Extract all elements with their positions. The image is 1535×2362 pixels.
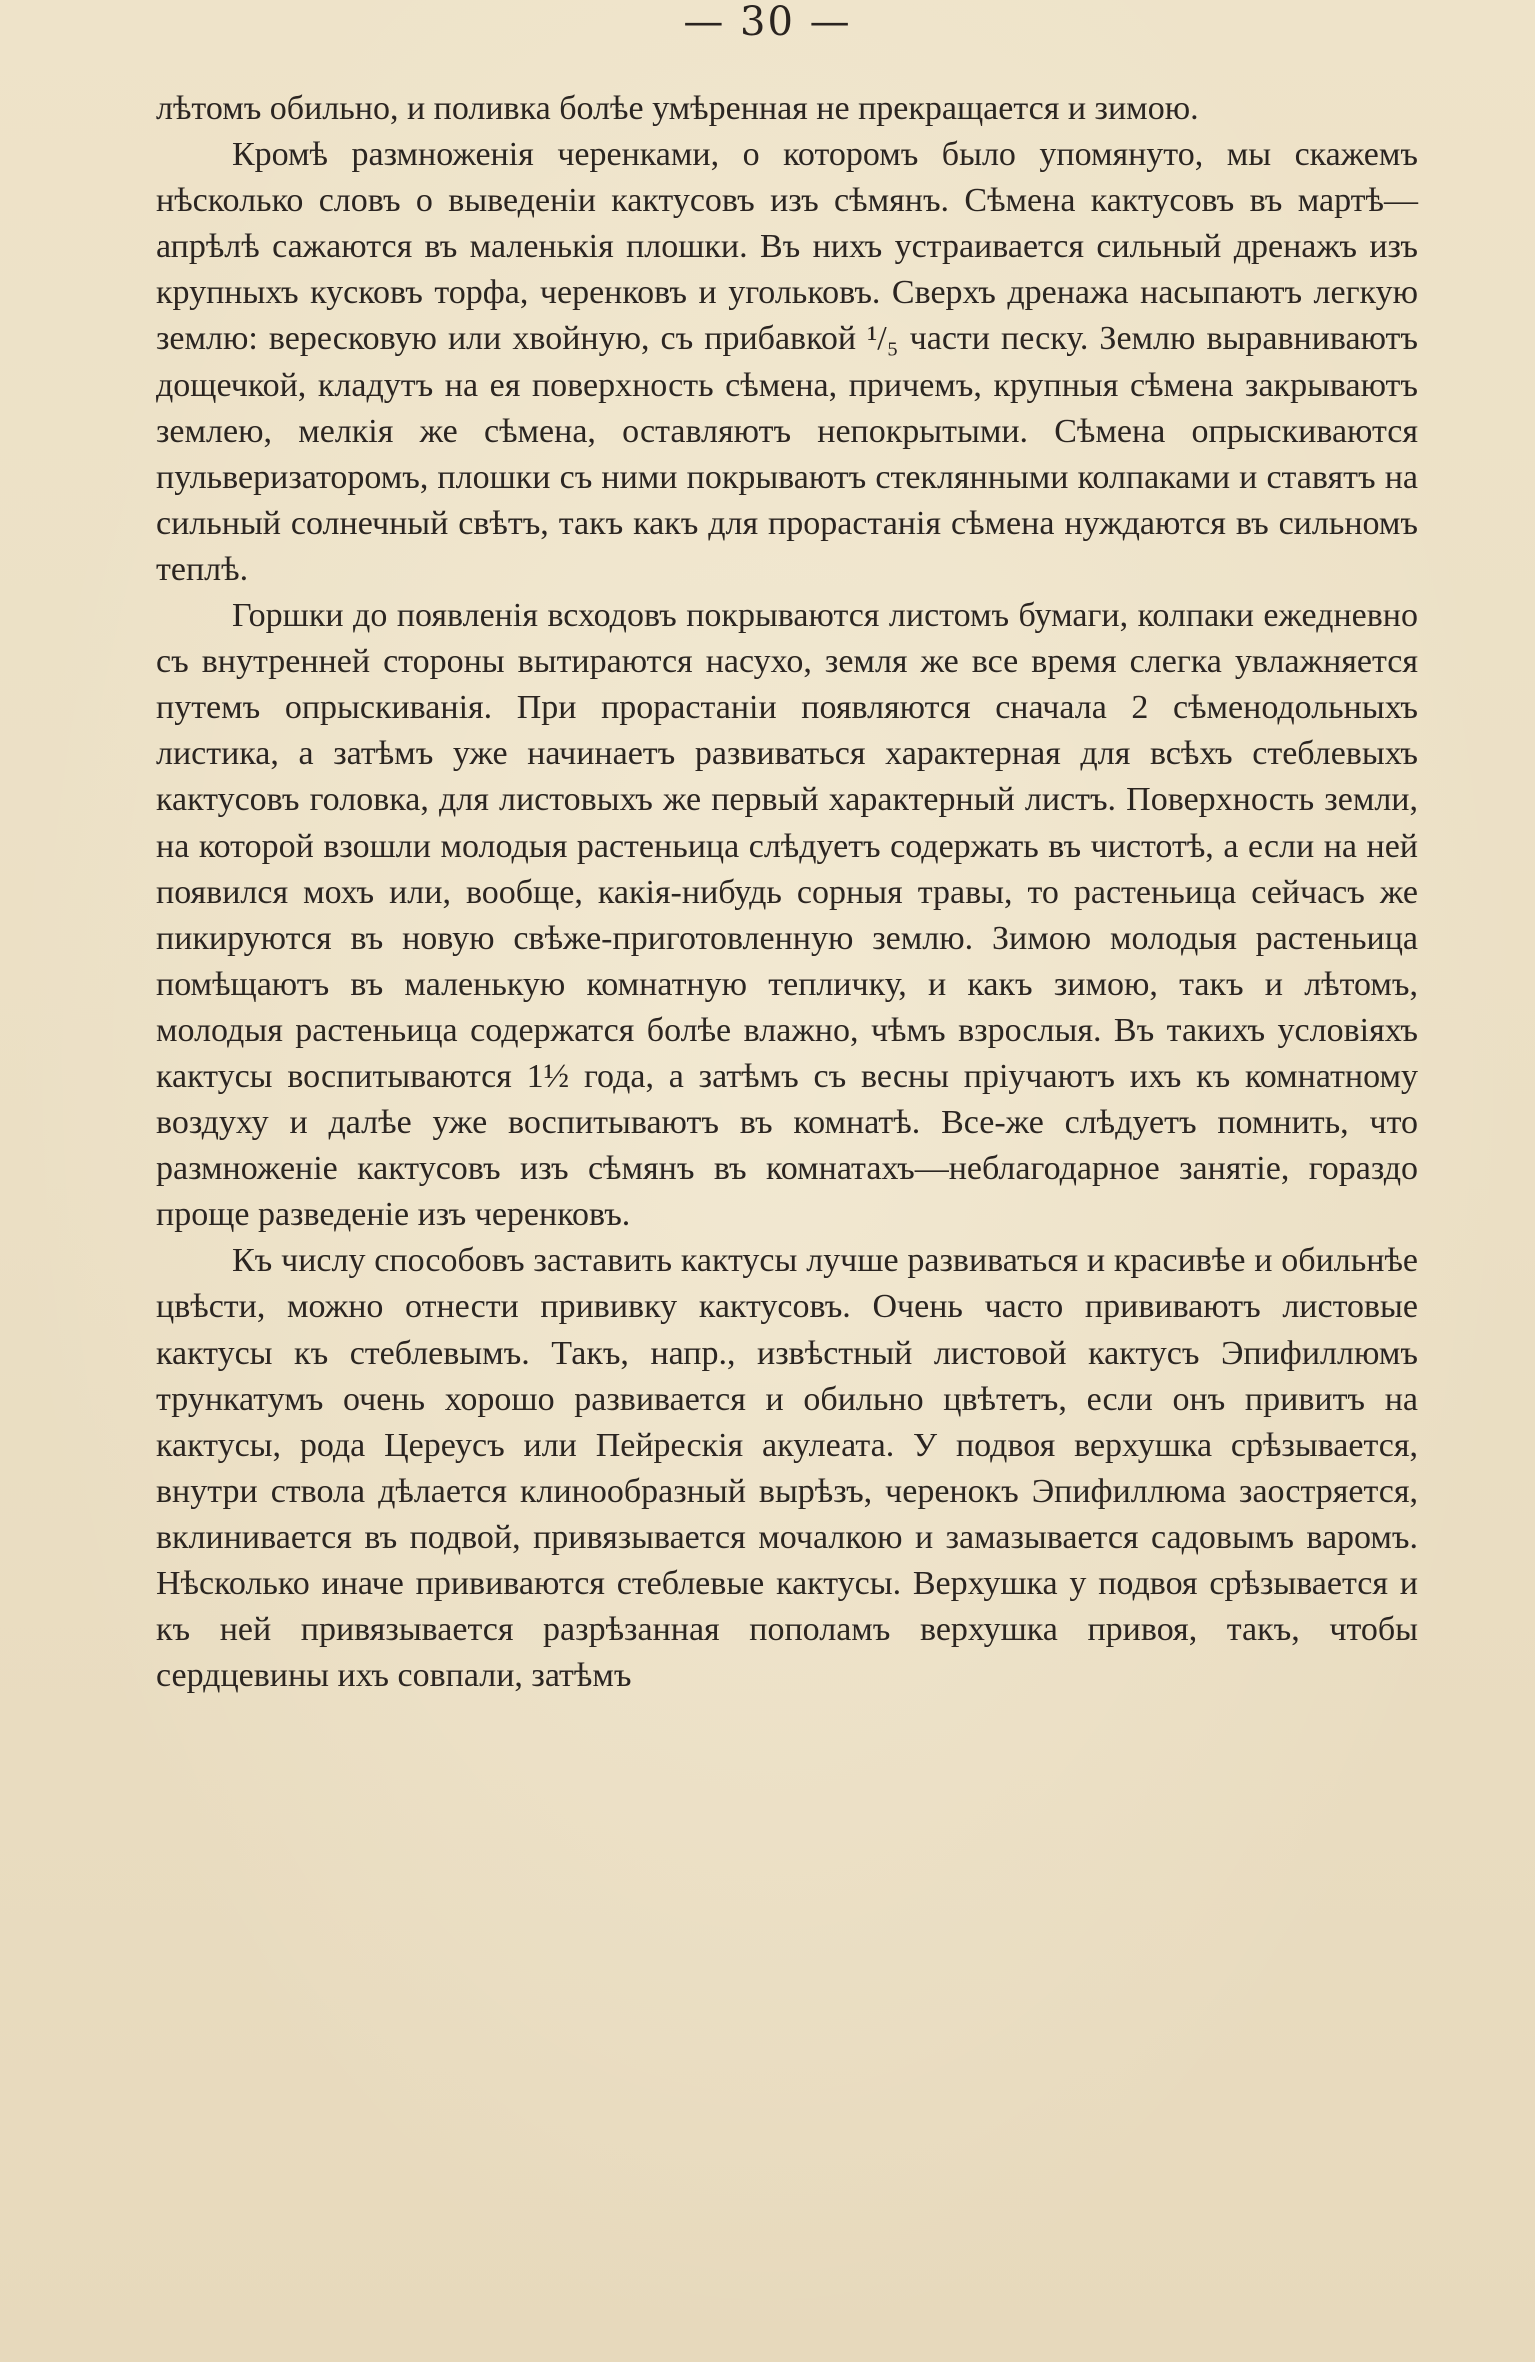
paragraph-seed-propagation: Кромѣ размноженія черенками, о которомъ было упомянуто, мы скажемъ нѣсколько словъ о выведеніи кактусовъ изъ сѣмянъ. Сѣмена кактусовъ въ мартѣ—апрѣлѣ сажаются въ маленькія плошки. Въ нихъ устраивается сильный дренажъ изъ крупныхъ кусковъ торфа, черенковъ и угольковъ. Сверхъ дренажа насыпаютъ легкую землю: вересковую или хвойную, съ прибавкой ¹/₅ части песку. Землю выравниваютъ дощечкой, кладутъ на ея поверхность сѣмена, причемъ, крупныя сѣмена закрываютъ землею, мелкія же сѣмена, оставляютъ непокрытыми. Сѣмена опрыскиваются пульверизаторомъ, плошки съ ними покрываютъ стеклянными колпаками и ставятъ на сильный солнечный свѣтъ, такъ какъ для прорастанія сѣмена нуждаются въ сильномъ теплѣ. [156, 136, 1418, 588]
body-text [156, 86, 1418, 1699]
paragraph-grafting: Къ числу способовъ заставить кактусы лучше развиваться и красивѣе и обильнѣе цвѣсти, можно отнести прививку кактусовъ. Очень часто прививаютъ листовые кактусы къ стеблевымъ. Такъ, напр., извѣстный листовой кактусъ Эпифиллюмъ трункатумъ очень хорошо развивается и обильно цвѣтетъ, если онъ привитъ на кактусы, рода Цереусъ или Пейрескія акулеата. У подвоя верхушка срѣзывается, внутри ствола дѣлается клинообразный вырѣзъ, черенокъ Эпифиллюма заостряется, вклинивается въ подвой, привязывается мочалкою и замазывается садовымъ варомъ. Нѣсколько иначе прививаются стеблевые кактусы. Верхушка у подвоя срѣзывается и къ ней привязывается разрѣзанная пополамъ верхушка привоя, такъ, чтобы сердцевины ихъ совпали, затѣмъ [156, 1242, 1418, 1695]
paragraph-seedling-care: Горшки до появленія всходовъ покрываются листомъ бумаги, колпаки ежедневно съ внутренней стороны вытираются насухо, земля же все время слегка увлажняется путемъ опрыскиванія. При прорастаніи появляются сначала 2 сѣменодольныхъ листика, а затѣмъ уже начинаетъ развиваться характерная для всѣхъ стеблевыхъ кактусовъ головка, для листовыхъ же первый характерный листъ. Поверхность земли, на которой взошли молодыя растеньица слѣдуетъ содержать въ чистотѣ, а если на ней появился мохъ или, вообще, какія-нибудь сорныя травы, то растеньица сейчасъ же пикируются въ новую свѣже-приготовленную землю. Зимою молодыя растеньица помѣщаютъ въ маленькую комнатную тепличку, и какъ зимою, такъ и лѣтомъ, молодыя растеньица содержатся болѣе влажно, чѣмъ взрослыя. Въ такихъ условіяхъ кактусы воспитываются 1½ года, а затѣмъ съ весны пріучаютъ ихъ къ комнатному воздуху и далѣе уже воспитываютъ въ комнатѣ. Все-же слѣдуетъ помнить, что размноженіе кактусовъ изъ сѣмянъ въ комнатахъ—неблагодарное занятіе, гораздо проще разведеніе изъ черенковъ. [156, 597, 1418, 1234]
paragraph-continuation: лѣтомъ обильно, и поливка болѣе умѣренная не прекращается и зимою. [156, 90, 1199, 127]
page-number: — 30 — [683, 0, 852, 45]
